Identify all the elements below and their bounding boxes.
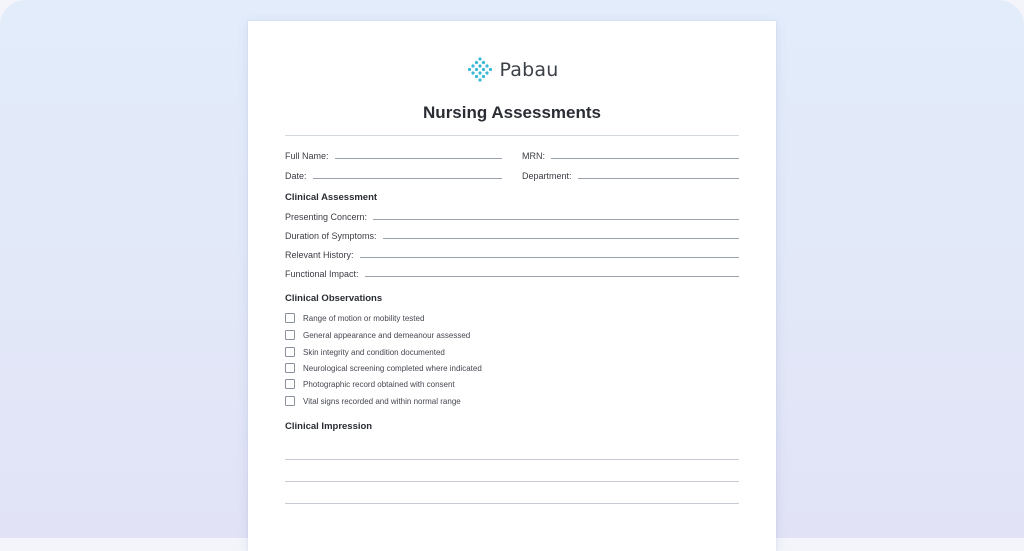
full-name-label: Full Name: <box>285 151 329 161</box>
observation-label: Range of motion or mobility tested <box>303 313 425 323</box>
date-label: Date: <box>285 171 307 181</box>
mrn-field[interactable] <box>522 149 739 161</box>
duration-of-symptoms-line[interactable] <box>383 229 739 239</box>
observation-item[interactable] <box>285 396 461 406</box>
clinical-observations-heading: Clinical Observations <box>285 293 383 304</box>
checkbox[interactable] <box>285 347 295 357</box>
department-line[interactable] <box>578 169 739 179</box>
checkbox[interactable] <box>285 313 295 323</box>
observation-item[interactable] <box>285 313 424 323</box>
form-document <box>248 21 776 551</box>
observation-item[interactable] <box>285 330 470 340</box>
full-name-line[interactable] <box>335 149 502 159</box>
relevant-history-line[interactable] <box>360 248 739 258</box>
observation-label: Photographic record obtained with consent <box>303 379 455 389</box>
observation-label: Skin integrity and condition documented <box>303 347 445 357</box>
relevant-history-label: Relevant History: <box>285 250 354 260</box>
pabau-diamond-logo-icon <box>466 56 494 84</box>
title-divider <box>285 135 739 136</box>
observation-item[interactable] <box>285 363 482 373</box>
department-field[interactable] <box>522 169 739 181</box>
relevant-history-field[interactable] <box>285 248 739 260</box>
date-line[interactable] <box>313 169 502 179</box>
duration-of-symptoms-label: Duration of Symptoms: <box>285 231 377 241</box>
presenting-concern-field[interactable] <box>285 210 739 222</box>
functional-impact-field[interactable] <box>285 267 739 279</box>
clinical-impression-heading: Clinical Impression <box>285 421 373 432</box>
checkbox[interactable] <box>285 396 295 406</box>
mrn-label: MRN: <box>522 151 545 161</box>
impression-line[interactable] <box>285 503 739 504</box>
functional-impact-line[interactable] <box>365 267 739 277</box>
clinical-assessment-heading: Clinical Assessment <box>285 192 378 203</box>
observation-item[interactable] <box>285 347 445 357</box>
functional-impact-label: Functional Impact: <box>285 269 359 279</box>
duration-of-symptoms-field[interactable] <box>285 229 739 241</box>
checkbox[interactable] <box>285 363 295 373</box>
department-label: Department: <box>522 171 572 181</box>
checkbox[interactable] <box>285 330 295 340</box>
document-title: Nursing Assessments <box>423 103 601 122</box>
presenting-concern-label: Presenting Concern: <box>285 212 368 222</box>
observation-label: Neurological screening completed where indicated <box>303 363 482 373</box>
checkbox[interactable] <box>285 379 295 389</box>
observation-label: Vital signs recorded and within normal range <box>303 396 461 406</box>
date-field[interactable] <box>285 169 502 181</box>
brand-name: Pabau <box>499 59 559 81</box>
full-name-field[interactable] <box>285 149 502 161</box>
brand-logo <box>0 56 1024 84</box>
observation-item[interactable] <box>285 379 455 389</box>
mrn-line[interactable] <box>551 149 739 159</box>
impression-line[interactable] <box>285 459 739 460</box>
presenting-concern-line[interactable] <box>373 210 739 220</box>
observation-label: General appearance and demeanour assessed <box>303 330 471 340</box>
impression-line[interactable] <box>285 481 739 482</box>
